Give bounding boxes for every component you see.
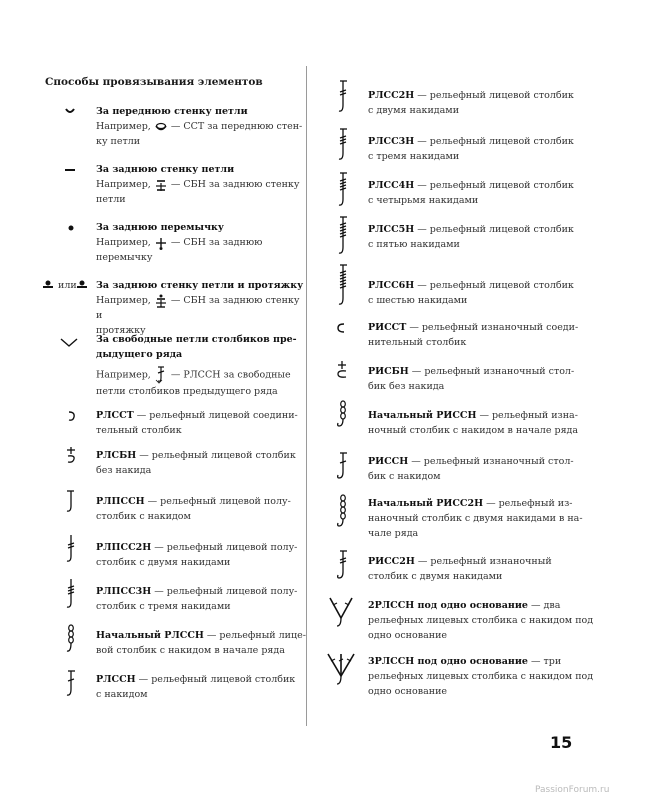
risbn-symbol-icon <box>335 360 349 380</box>
rlpssn-symbol-icon <box>64 490 76 514</box>
entry-label: РИСС2Н <box>368 556 415 567</box>
entry-text: с накидом <box>96 689 148 700</box>
entry-back-loop-pull <box>96 278 306 338</box>
or-text: или <box>58 280 77 291</box>
entry-label: РЛССТ <box>96 410 134 421</box>
entry-start-rlssn <box>96 628 306 658</box>
entry-text: ночный столбик с накидом в начале ряда <box>368 425 579 436</box>
rlssn-free-loops-icon <box>154 366 168 384</box>
entry-label: РЛПСС2Н <box>96 542 152 553</box>
entry-text: столбик с двумя накидами <box>96 557 231 568</box>
entry-label: РЛСС6Н <box>368 280 415 291</box>
entry-rlpss2n <box>96 540 306 570</box>
entry-text: Например, <box>96 369 154 381</box>
entry-text: — рельефный лицевой столбик <box>414 136 574 147</box>
entry-label: Начальный РЛССН <box>96 630 204 641</box>
entry-text: — рельефный лицевой столбик <box>414 90 574 101</box>
sbn-back-loop-icon <box>154 178 168 192</box>
entry-rissn <box>368 454 638 484</box>
back-bar-symbol-icon <box>67 224 75 232</box>
entry-text: — рельефный лицевой столбик <box>135 674 296 685</box>
entry-text: бик без накида <box>368 381 445 392</box>
entry-text: — рельефный из- <box>483 498 573 509</box>
rlss5n-symbol-icon <box>336 216 350 256</box>
entry-text: — рельефный изнаночный стол- <box>408 456 574 467</box>
entry-label: РЛССН <box>96 674 136 685</box>
back-loop-pull-symbol-b-icon <box>76 280 88 290</box>
entry-text: — РЛССН за свободные <box>167 369 291 381</box>
entry-rlss6n <box>368 278 638 308</box>
entry-text: вой столбик с накидом в начале ряда <box>96 645 285 656</box>
entry-text: рельефных лицевых столбика с накидом под <box>368 615 594 626</box>
entry-2rlssn <box>368 598 638 643</box>
entry-text: — СБН за заднюю <box>167 237 263 248</box>
entry-text: — рельефный лицевой столбик <box>414 280 574 291</box>
entry-text: наночный столбик с двумя накидами в на- <box>368 513 583 524</box>
entry-text: нительный столбик <box>368 337 467 348</box>
entry-text: столбик с двумя накидами <box>368 571 503 582</box>
entry-label: 3РЛССН под одно основание <box>368 656 528 667</box>
rlssn-symbol-icon <box>64 670 78 698</box>
3rlssn-symbol-icon <box>326 652 356 690</box>
start-rissn-symbol-icon <box>336 400 350 432</box>
risst-symbol-icon <box>336 322 346 334</box>
start-rlssn-symbol-icon <box>64 624 76 654</box>
entry-start-riss2n <box>368 496 638 541</box>
entry-label: РЛСС5Н <box>368 224 415 235</box>
entry-text: — СБН за заднюю стенку и <box>96 295 300 321</box>
entry-text: — два <box>527 600 561 611</box>
entry-title: За заднюю стенку петли и протяжку <box>96 280 304 291</box>
entry-title: За переднюю стенку петли <box>96 106 248 117</box>
back-loop-symbol-icon <box>64 168 76 172</box>
entry-text: — три <box>527 656 562 667</box>
entry-text: — рельефный лице- <box>203 630 306 641</box>
entry-free-loops <box>96 332 306 399</box>
rlsst-symbol-icon <box>66 410 76 422</box>
entry-text: — рельефный лицевой столбик <box>414 180 574 191</box>
column-divider <box>306 66 307 726</box>
free-loops-symbol-icon <box>60 338 78 348</box>
entry-risbn <box>368 364 638 394</box>
entry-text: с двумя накидами <box>368 105 460 116</box>
entry-label: РЛПССН <box>96 496 145 507</box>
entry-label: РИССН <box>368 456 409 467</box>
entry-text: столбик с тремя накидами <box>96 601 231 612</box>
entry-3rlssn <box>368 654 638 699</box>
rlss4n-symbol-icon <box>336 172 350 208</box>
entry-label: 2РЛССН под одно основание <box>368 600 528 611</box>
entry-text: — ССТ за переднюю стен- <box>167 121 303 132</box>
entry-label: Начальный РИССН <box>368 410 477 421</box>
entry-label: РИССТ <box>368 322 407 333</box>
entry-text: Например, <box>96 295 154 306</box>
rlsbn-symbol-icon <box>65 446 77 464</box>
entry-text: петли столбиков предыдущего ряда <box>96 386 278 397</box>
rlpss2n-symbol-icon <box>64 534 76 564</box>
entry-text: с шестью накидами <box>368 295 468 306</box>
entry-rlsbn <box>96 448 306 478</box>
back-loop-pull-symbol-a-icon <box>42 280 54 290</box>
rlss6n-symbol-icon <box>336 264 350 308</box>
entry-rlssn <box>96 672 306 702</box>
entry-text: — рельефный лицевой полу- <box>151 586 298 597</box>
rlpss3n-symbol-icon <box>64 578 76 610</box>
entry-text: перемычку <box>96 252 153 263</box>
entry-text: чале ряда <box>368 528 419 539</box>
entry-label: РЛСБН <box>96 450 137 461</box>
entry-text: с пятью накидами <box>368 239 460 250</box>
entry-rlss2n <box>368 88 638 118</box>
2rlssn-symbol-icon <box>328 596 354 632</box>
entry-text: — рельефный лицевой соедини- <box>133 410 298 421</box>
entry-riss2n <box>368 554 638 584</box>
entry-label: РЛСС3Н <box>368 136 415 147</box>
entry-text: — СБН за заднюю стенку <box>167 179 300 190</box>
entry-title: За свободные петли столбиков пре- <box>96 334 297 345</box>
start-riss2n-symbol-icon <box>336 494 350 530</box>
entry-rlsst <box>96 408 306 438</box>
entry-label: Начальный РИСС2Н <box>368 498 484 509</box>
entry-rlpss3n <box>96 584 306 614</box>
entry-text: — рельефный изнаночный соеди- <box>406 322 579 333</box>
entry-rlpssn <box>96 494 306 524</box>
entry-front-loop <box>96 104 306 149</box>
rissn-symbol-icon <box>336 452 350 482</box>
entry-text: одно основание <box>368 630 448 641</box>
riss2n-symbol-icon <box>336 550 350 582</box>
entry-title: За заднюю стенку петли <box>96 164 235 175</box>
sbn-back-bar-icon <box>154 236 168 250</box>
entry-rlss3n <box>368 134 638 164</box>
front-loop-symbol-icon <box>64 106 76 116</box>
entry-text: петли <box>96 194 126 205</box>
page-number: 15 <box>550 733 573 752</box>
entry-text: — рельефный лицевой столбик <box>414 224 574 235</box>
entry-rlss5n <box>368 222 638 252</box>
entry-text: Например, <box>96 179 154 190</box>
entry-back-loop <box>96 162 306 207</box>
sst-front-loop-icon <box>154 120 168 134</box>
entry-start-rissn <box>368 408 638 438</box>
entry-risst <box>368 320 638 350</box>
entry-text: с тремя накидами <box>368 151 460 162</box>
entry-text: столбик с накидом <box>96 511 191 522</box>
entry-text: — рельефный лицевой столбик <box>136 450 296 461</box>
entry-text: Например, <box>96 121 154 132</box>
entry-label: РЛСС2Н <box>368 90 415 101</box>
entry-text: бик с накидом <box>368 471 441 482</box>
entry-rlss4n <box>368 178 638 208</box>
entry-text: рельефных лицевых столбика с накидом под <box>368 671 594 682</box>
entry-label: РИСБН <box>368 366 409 377</box>
entry-text: с четырьмя накидами <box>368 195 479 206</box>
entry-back-bar <box>96 220 306 265</box>
entry-text: одно основание <box>368 686 448 697</box>
rlss3n-symbol-icon <box>336 128 350 162</box>
rlss2n-symbol-icon <box>336 80 350 114</box>
entry-text: протяжку <box>96 325 146 336</box>
entry-label: РЛСС4Н <box>368 180 415 191</box>
section-title: Способы провязывания элементов <box>45 76 263 88</box>
entry-text: — рельефный лицевой полу- <box>144 496 291 507</box>
entry-text: тельный столбик <box>96 425 182 436</box>
entry-label: РЛПСС3Н <box>96 586 152 597</box>
entry-text: — рельефный изна- <box>476 410 578 421</box>
entry-text: без накида <box>96 465 152 476</box>
entry-text: — рельефный изнаночный <box>414 556 552 567</box>
entry-title: За заднюю перемычку <box>96 222 224 233</box>
entry-title: дыдущего ряда <box>96 349 183 360</box>
entry-text: Например, <box>96 237 154 248</box>
sbn-back-loop-pull-icon <box>154 294 168 308</box>
entry-text: — рельефный лицевой полу- <box>151 542 298 553</box>
entry-text: — рельефный изнаночный стол- <box>408 366 575 377</box>
watermark: PassionForum.ru <box>535 785 610 795</box>
entry-text: ку петли <box>96 136 141 147</box>
